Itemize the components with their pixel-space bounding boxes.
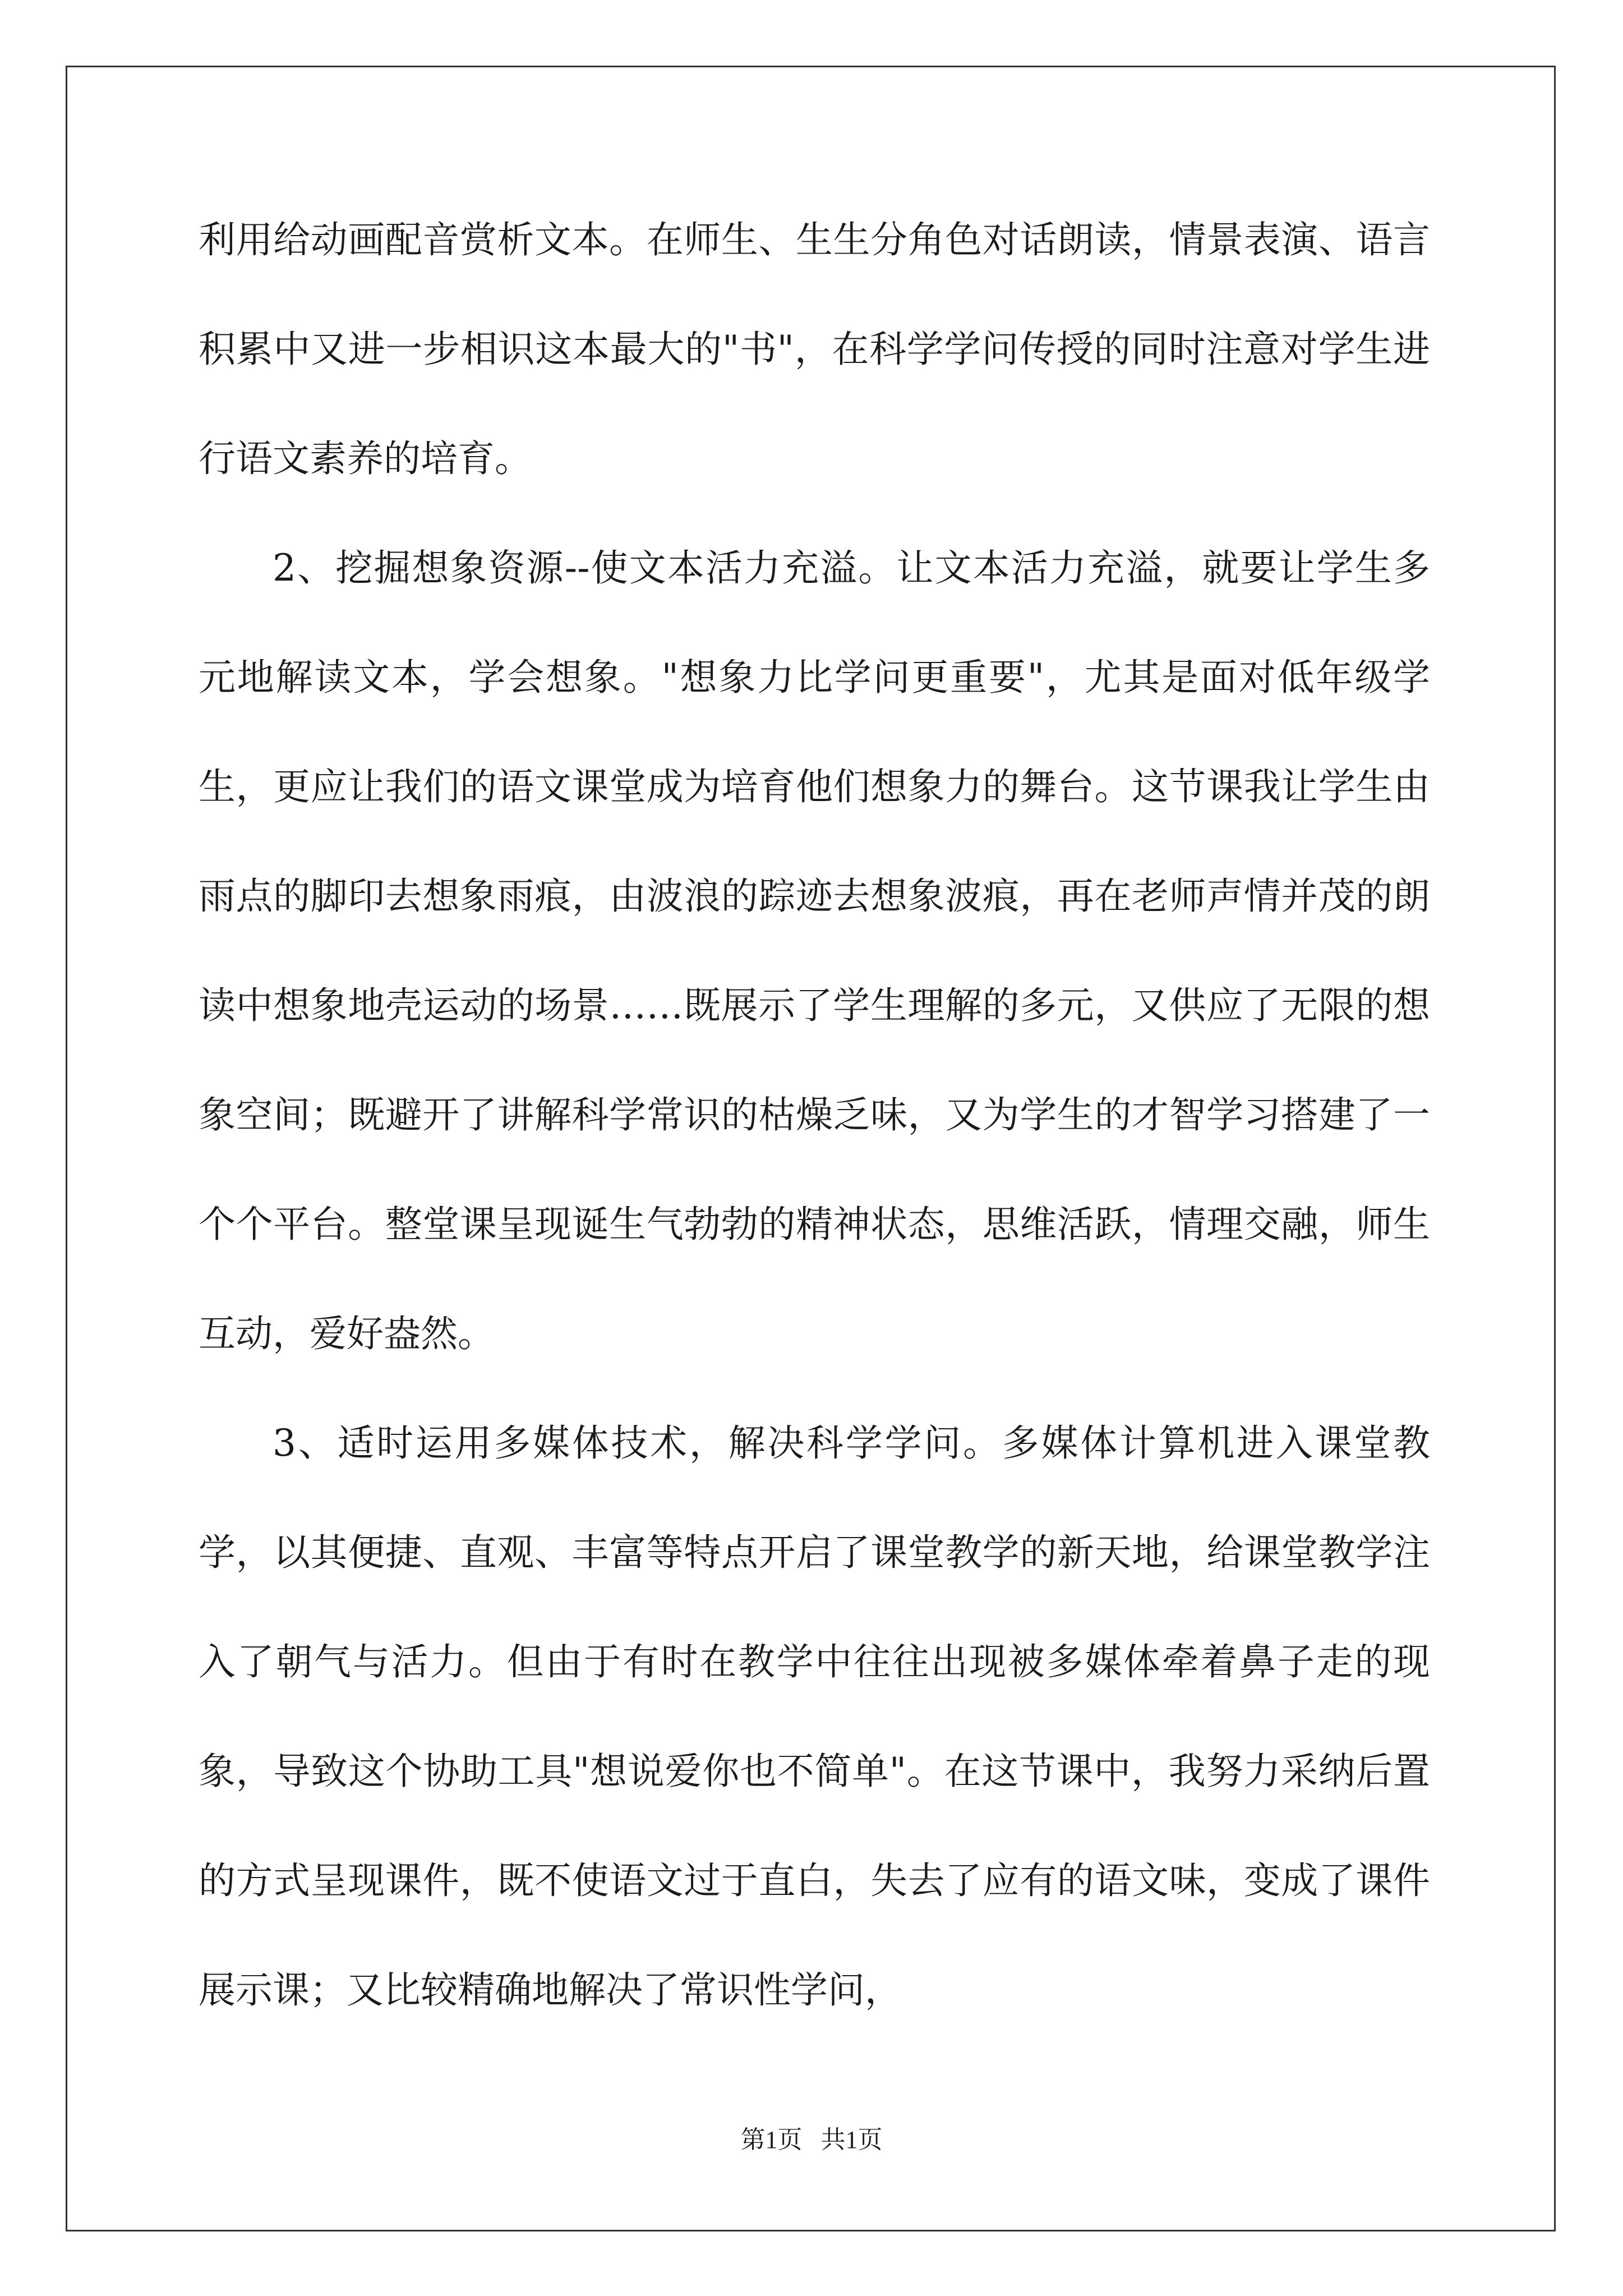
paragraph-imagination-resources: 2、挖掘想象资源--使文本活力充溢。让文本活力充溢，就要让学生多元地解读文本，学会想象。"想象力比学问更重要"，尤其是面对低年级学生，更应让我们的语文课堂成为培育他们想象力的舞台。这节课我让学生由雨点的脚印去想象雨痕，由波浪的踪迹去想象波痕，再在老师声情并茂的朗读中想象地壳运动的场景……既展示了学生理解的多元，又供应了无限的想象空间；既避开了讲解科学常识的枯燥乏味，又为学生的才智学习搭建了一个个平台。整堂课呈现诞生气勃勃的精神状态，思维活跃，情理交融，师生互动，爱好盎然。 bbox=[199, 546, 1430, 1355]
paragraph-multimedia-technology: 3、适时运用多媒体技术，解决科学学问。多媒体计算机进入课堂教学，以其便捷、直观、丰富等特点开启了课堂教学的新天地，给课堂教学注入了朝气与活力。但由于有时在教学中往往出现被多媒体牵着鼻子走的现象，导致这个协助工具"想说爱你也不简单"。在这节课中，我努力采纳后置的方式呈现课件，既不使语文过于直白，失去了应有的语文味，变成了课件展示课；又比较精确地解决了常识性学问， bbox=[199, 1421, 1430, 2012]
document-body bbox=[199, 185, 1430, 2045]
page-number-footer: 第1页 共1页 bbox=[740, 2126, 883, 2154]
paragraph-continuation: 利用给动画配音赏析文本。在师生、生生分角色对话朗读，情景表演、语言积累中又进一步相识这本最大的"书"，在科学学问传授的同时注意对学生进行语文素养的培育。 bbox=[199, 218, 1430, 480]
